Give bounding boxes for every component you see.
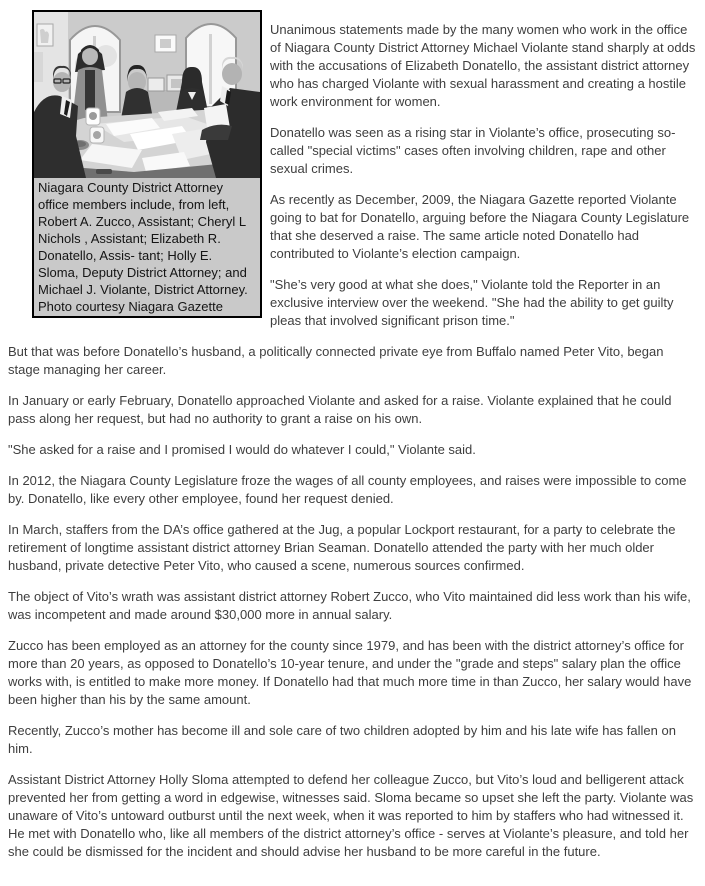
article-paragraph: Assistant District Attorney Holly Sloma attempted to defend her colleague Zucco, but Vito’s loud and belligerent attack prevented her from getting a word in edgewise, witnesses said. Sloma became so upset she left the party. Violante was unaware of Vito’s untoward outburst until the next week, when it was reported to him by staffers who had witnessed it. He met with Donatello who, like all members of the district attorney’s office - serves at Violante’s pleasure, and told her she could be dismissed for the incident and should advise her husband to be more careful in the future. <box>8 772 694 859</box>
article-paragraph: Recently, Zucco’s mother has become ill and sole care of two children adopted by him and his late wife has fallen on him. <box>8 723 676 756</box>
article-paragraph: In January or early February, Donatello approached Violante and asked for a raise. Violante explained that he could pass along her request, but had no authority to grant a raise on his own. <box>8 393 672 426</box>
office-photo-illustration <box>34 12 260 178</box>
article-paragraph: In March, staffers from the DA’s office gathered at the Jug, a popular Lockport restaurant, for a party to celebrate the retirement of longtime assistant district attorney Brian Seaman. Donatello attended the party with her much older husband, private detective Peter Vito, who caused a scene, numerous sources confirmed. <box>8 522 676 573</box>
article-paragraph: In 2012, the Niagara County Legislature froze the wages of all county employees, and raises were impossible to come by. Donatello, like every other employee, found her request denied. <box>8 473 687 506</box>
article-paragraph: As recently as December, 2009, the Niagara Gazette reported Violante going to bat for Donatello, arguing before the Niagara County Legislature that she deserved a raise. The same article noted Donatello had contributed to Violante’s election campaign. <box>270 192 690 261</box>
article-paragraph: "She asked for a raise and I promised I would do whatever I could," Violante said. <box>8 442 476 457</box>
article-paragraph: But that was before Donatello’s husband, a politically connected private eye from Buffalo named Peter Vito, began stage managing her career. <box>8 344 664 377</box>
article-paragraph: "She’s very good at what she does," Violante told the Reporter in an exclusive interview over the weekend. "She had the ability to get guilty pleas that involved significant prison time." <box>270 277 674 328</box>
article-paragraph: Zucco has been employed as an attorney for the county since 1979, and has been with the district attorney’s office for more than 20 years, as opposed to Donatello’s 10-year tenure, and under the "grade and steps" salary plan the office works with, is entitled to make more money. If Donatello had that much more time in than Zucco, her salary would have been higher than his by the same amount. <box>8 638 692 707</box>
article-paragraph: Unanimous statements made by the many women who work in the office of Niagara County District Attorney Michael Violante stand sharply at odds with the accusations of Elizabeth Donatello, the assistant district attorney who has charged Violante with sexual harassment and creating a hostile work environment for women. <box>270 22 696 109</box>
photo-caption: Niagara County District Attorney office members include, from left, Robert A. Zucco, Assistant; Cheryl L Nichols , Assistant; Elizabeth R. Donatello, Assis- tant; Holly E. Sloma, Deputy District Attorney; and Michael J. Violante, District Attorney. Photo courtesy Niagara Gazette <box>34 178 260 316</box>
article-paragraph: Donatello was seen as a rising star in Violante’s office, prosecuting so-called "special victims" cases often involving children, rape and other sexual crimes. <box>270 125 676 176</box>
photo-figure <box>32 10 262 318</box>
office-meeting-photo <box>34 12 260 178</box>
article-paragraph: The object of Vito’s wrath was assistant district attorney Robert Zucco, who Vito maintained did less work than his wife, was incompetent and made around $30,000 more in annual salary. <box>8 589 691 622</box>
